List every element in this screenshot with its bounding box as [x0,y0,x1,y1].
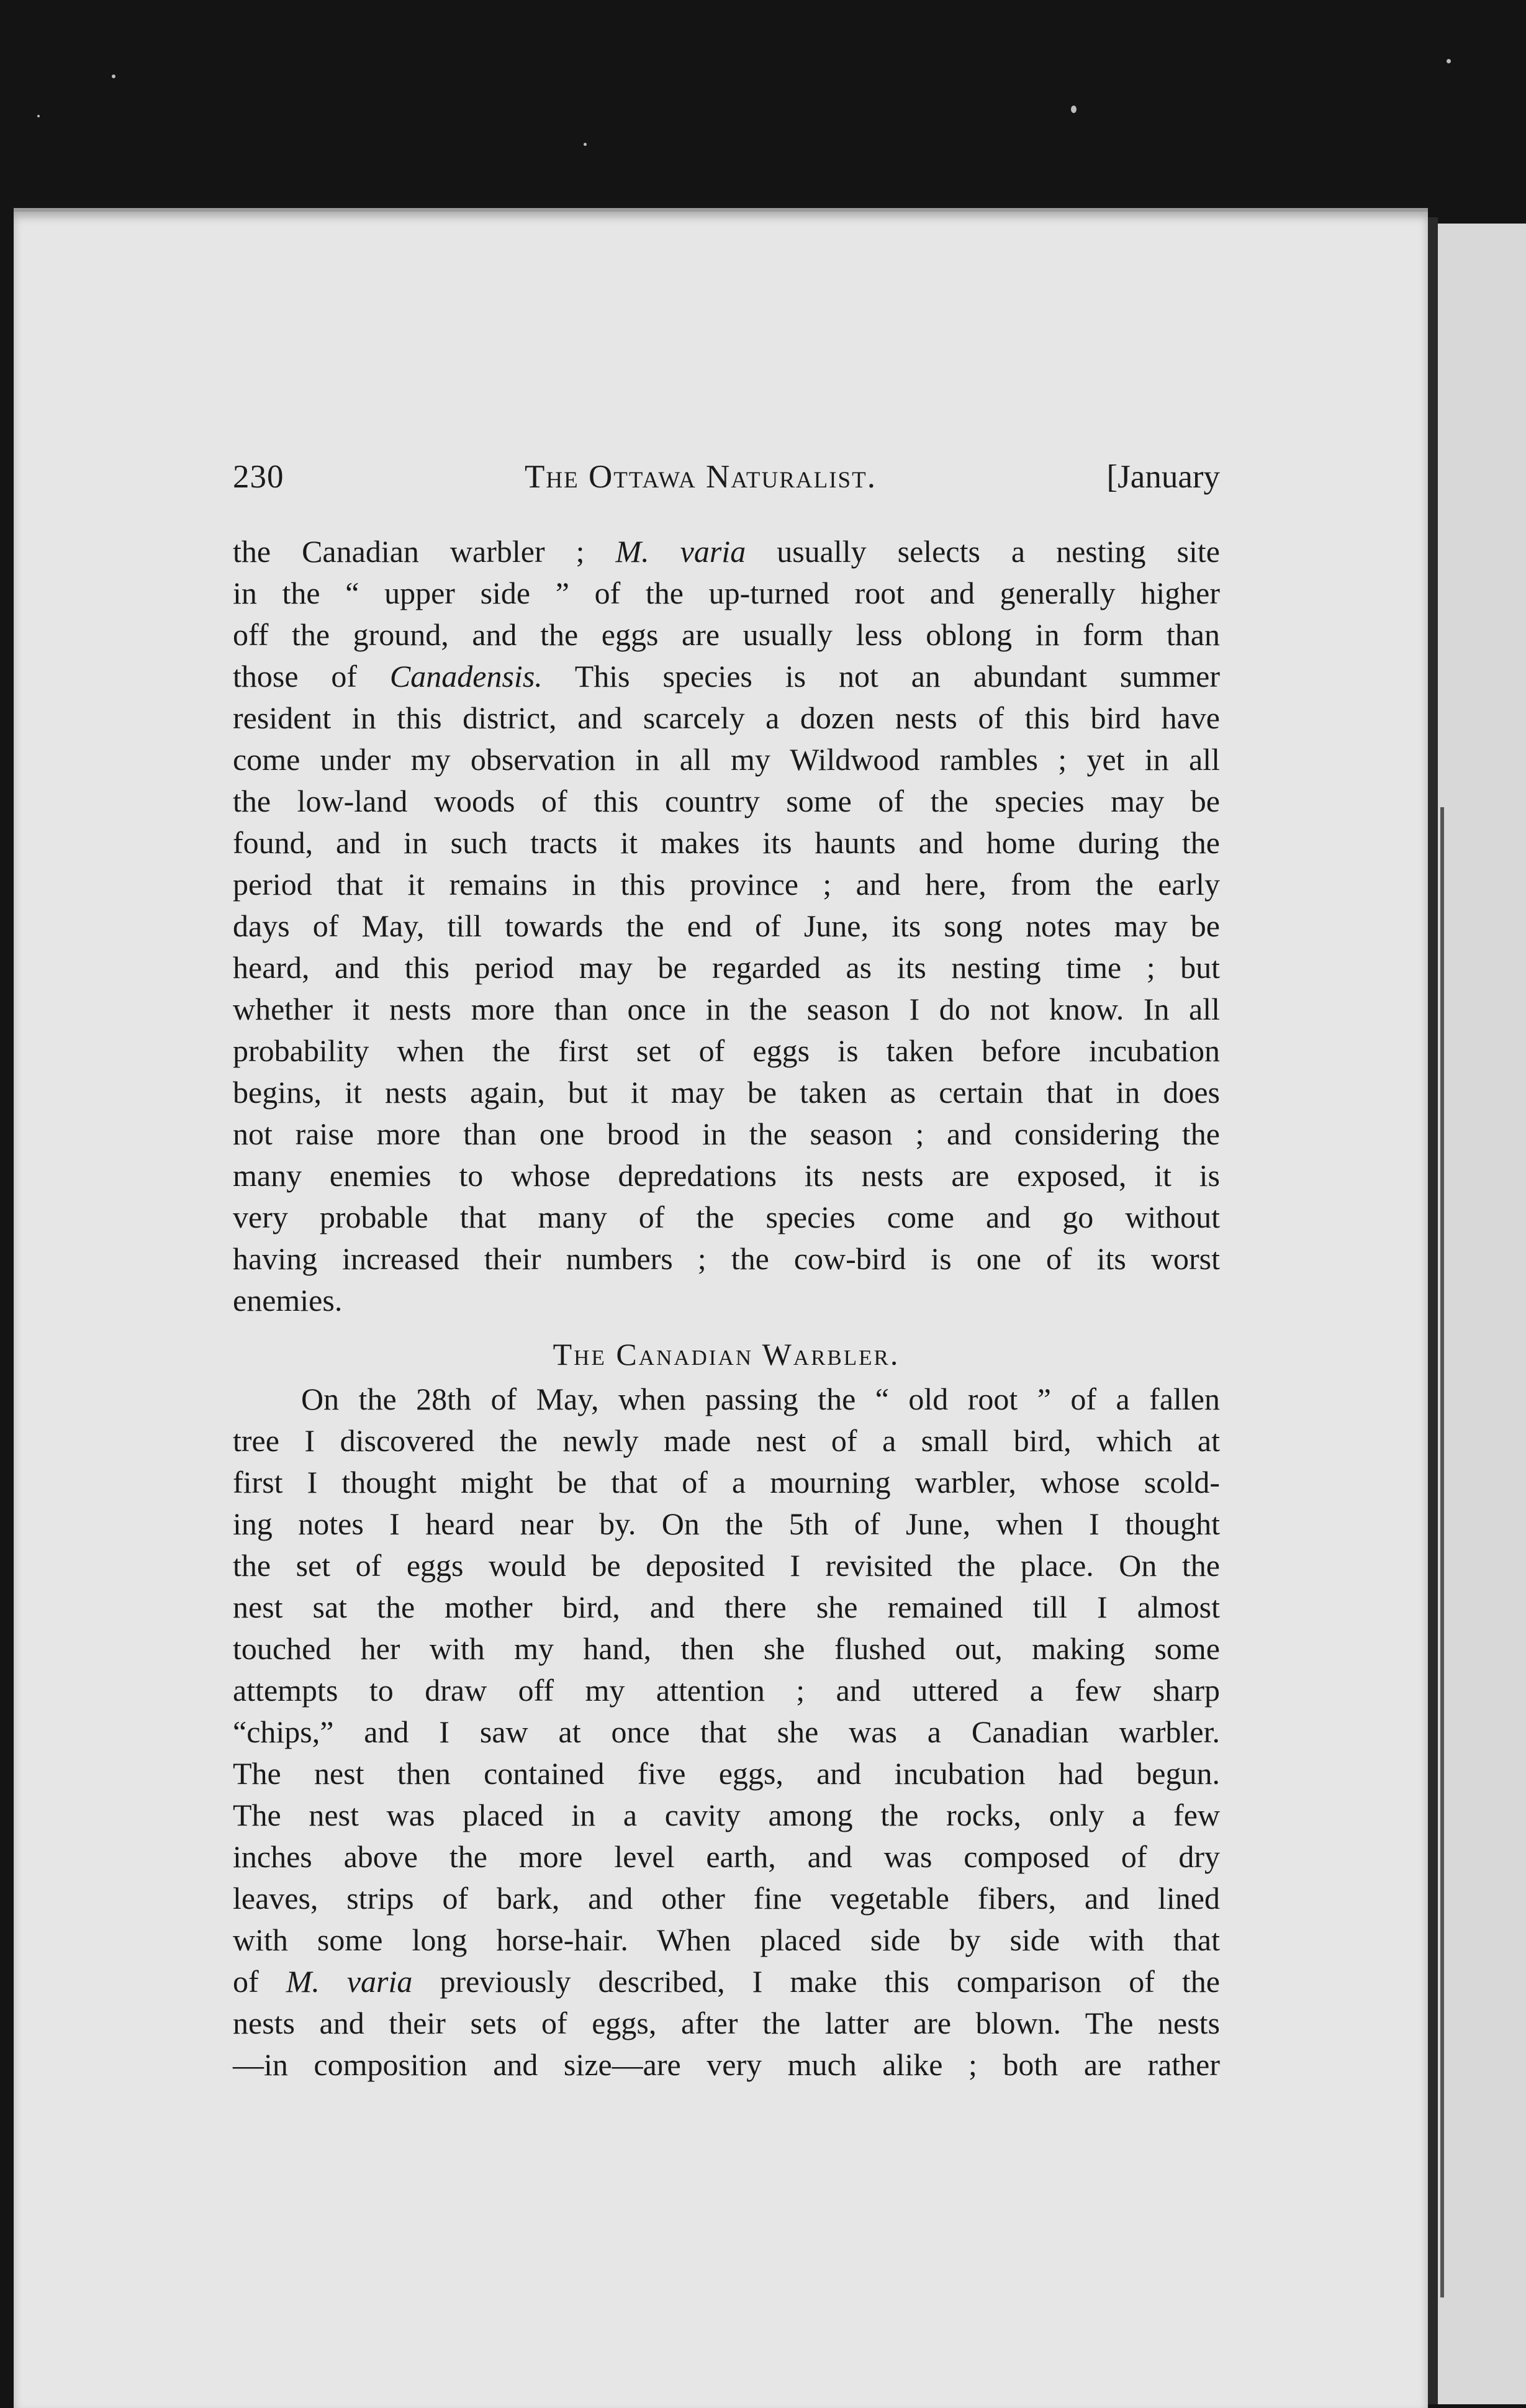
scan-speck [1447,59,1451,63]
text-line: very probable that many of the species come and go without [233,1200,1220,1234]
text-line: found, and in such tracts it makes its haunts and home during the [233,825,1220,860]
text-line: having increased their numbers ; the cow-bird is one of its worst [233,1241,1220,1276]
text-line: ing notes I heard near by. On the 5th of June, when I thought [233,1506,1220,1541]
scan-speck [1071,106,1077,113]
text-line: the set of eggs would be deposited I revisited the place. On the [233,1548,1220,1583]
text-line: probability when the first set of eggs is taken before incubation [233,1033,1220,1068]
scan-speck [584,143,587,146]
species-name-italic: M. varia [286,1964,413,1999]
paragraph-2 [233,1378,1220,2086]
text-line [233,531,1220,573]
species-name-italic: Canadensis. [389,659,543,694]
text-span: previously described, I make this comparison of the [412,1964,1220,1999]
text-span: of [233,1964,286,1999]
text-span: those of [233,659,390,694]
text-line: leaves, strips of bark, and other fine vegetable fibers, and lined [233,1881,1220,1916]
species-name-italic: M. varia [615,534,746,569]
text-line: nests and their sets of eggs, after the latter are blown. The nests [233,2006,1220,2040]
text-line: touched her with my hand, then she flushed out, making some [233,1631,1220,1666]
text-line: enemies. [233,1283,343,1318]
text-span: This species is not an abundant summer [542,659,1220,694]
text-line: period that it remains in this province ; and here, from the early [233,867,1220,902]
paragraph-1 [233,531,1220,1321]
text-line: days of May, till towards the end of June, its song notes may be [233,908,1220,943]
text-span: the Canadian warbler ; [233,534,616,569]
text-line: The nest was placed in a cavity among the rocks, only a few [233,1798,1220,1832]
text-span: usually selects a nesting site [746,534,1220,569]
scan-speck [37,115,40,117]
adjacent-page-shadow [1440,807,1444,2297]
text-line: heard, and this period may be regarded as its nesting time ; but [233,950,1220,985]
text-line: resident in this district, and scarcely a dozen nests of this bird have [233,700,1220,735]
text-line [233,656,1220,697]
text-line: nest sat the mother bird, and there she remained till I almost [233,1590,1220,1624]
running-header [233,458,1220,502]
text-line: first I thought might be that of a mourning warbler, whose scold- [233,1465,1220,1500]
section-heading: The Canadian Warbler. [553,1337,900,1372]
text-line: whether it nests more than once in the season I do not know. In all [233,992,1220,1026]
text-line: with some long horse-hair. When placed side by side with that [233,1922,1220,1957]
scan-speck [112,75,115,78]
text-line: not raise more than one brood in the season ; and considering the [233,1116,1220,1151]
text-line: in the “ upper side ” of the up-turned root and generally higher [233,576,1220,610]
text-line: “chips,” and I saw at once that she was a Canadian warbler. [233,1714,1220,1749]
text-line: On the 28th of May, when passing the “ old root ” of a fallen [301,1382,1220,1416]
text-line: many enemies to whose depredations its nests are exposed, it is [233,1158,1220,1193]
text-line: tree I discovered the newly made nest of a small bird, which at [233,1423,1220,1458]
text-line: The nest then contained five eggs, and incubation had begun. [233,1756,1220,1791]
text-line: begins, it nests again, but it may be taken as certain that in does [233,1075,1220,1110]
article-body [233,531,1220,2086]
issue-month: [January [1106,459,1220,495]
book-gutter [1428,217,1438,2404]
text-line: off the ground, and the eggs are usually less oblong in form than [233,617,1220,652]
text-line [233,1961,1220,2003]
text-line: inches above the more level earth, and was composed of dry [233,1839,1220,1874]
page-number: 230 [233,459,284,495]
text-line: attempts to draw off my attention ; and uttered a few sharp [233,1673,1220,1708]
text-line: come under my observation in all my Wildwood rambles ; yet in all [233,742,1220,777]
text-line: the low-land woods of this country some of the species may be [233,784,1220,818]
adjacent-page-edge [1438,224,1526,2404]
journal-title: The Ottawa Naturalist. [525,459,877,495]
text-line: —in composition and size—are very much alike ; both are rather [233,2047,1220,2082]
